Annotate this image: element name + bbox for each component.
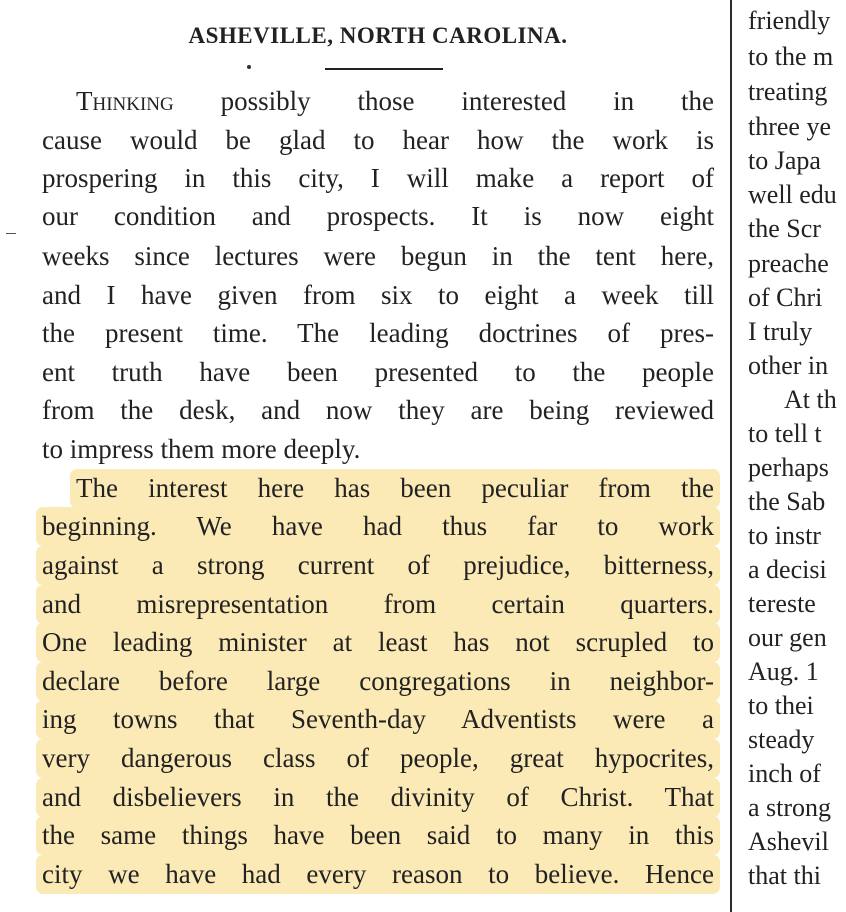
- article-line: to impress them more deeply.: [42, 434, 361, 464]
- article-title: ASHEVILLE, NORTH CAROLINA.: [188, 23, 568, 48]
- next-column-line: tereste: [748, 589, 816, 618]
- highlighted-line: The interest here has been peculiar from the: [70, 469, 720, 508]
- next-column-line: well edu: [748, 180, 837, 209]
- highlighted-line: against a strong current of prejudice, bitterness,: [36, 546, 720, 585]
- article-line: ent truth have been presented to the people: [42, 357, 714, 387]
- column-divider: [730, 0, 732, 912]
- next-column-line: steady: [748, 725, 815, 754]
- next-column-line: a strong: [748, 793, 832, 822]
- drop-word: Thinking: [76, 86, 174, 116]
- next-column-line: to tell t: [748, 419, 822, 448]
- margin-mark: [6, 233, 16, 234]
- title-dot: [247, 65, 251, 69]
- highlighted-line: beginning. We have had thus far to work: [36, 507, 720, 546]
- next-column-line: inch of: [748, 759, 821, 788]
- article-line: prospering in this city, I will make a report of: [42, 163, 714, 193]
- article-line: from the desk, and now they are being reviewed: [42, 395, 714, 425]
- next-column-line: treating: [748, 77, 828, 106]
- next-column-line: friendly: [748, 6, 831, 35]
- highlighted-line: and misrepresentation from certain quarters.: [36, 585, 720, 624]
- highlighted-line: One leading minister at least has not scrupled to: [36, 623, 720, 662]
- next-column-line: three ye: [748, 112, 832, 141]
- next-column-line: Aug. 1: [748, 657, 819, 686]
- next-column-line: Ashevil: [748, 827, 829, 856]
- highlighted-line: city we have had every reason to believe. Hence: [36, 855, 720, 894]
- next-column-line: to Japa: [748, 146, 821, 175]
- highlighted-line: the same things have been said to many in this: [36, 816, 720, 855]
- article-line: the present time. The leading doctrines of pres-: [42, 318, 714, 348]
- next-column-line: At th: [784, 385, 837, 414]
- highlighted-line: and disbelievers in the divinity of Christ. That: [36, 778, 720, 817]
- next-column-line: I truly: [748, 317, 813, 346]
- next-column-line: preache: [748, 249, 829, 278]
- next-column-line: the Sab: [748, 487, 826, 516]
- highlighted-line: very dangerous class of people, great hypocrites,: [36, 739, 720, 778]
- next-column-line: of Chri: [748, 283, 823, 312]
- highlighted-line: ing towns that Seventh-day Adventists were a: [36, 700, 720, 739]
- article-line: weeks since lectures were begun in the tent here,: [42, 241, 714, 271]
- next-column-line: to the m: [748, 42, 834, 71]
- highlighted-line: declare before large congregations in neighbor-: [36, 662, 720, 701]
- title-rule: [325, 68, 443, 70]
- next-column-line: to instr: [748, 521, 821, 550]
- article-line: Thinking possibly those interested in the: [76, 86, 714, 116]
- next-column-line: our gen: [748, 623, 827, 652]
- next-column-line: perhaps: [748, 453, 829, 482]
- article-line: cause would be glad to hear how the work is: [42, 125, 714, 155]
- next-column-line: to thei: [748, 691, 814, 720]
- next-column-line: a decisi: [748, 555, 827, 584]
- next-column-line: other in: [748, 351, 829, 380]
- article-line: our condition and prospects. It is now eight: [42, 201, 714, 231]
- next-column-line: the Scr: [748, 214, 821, 243]
- next-column-line: that thi: [748, 861, 821, 890]
- article-line: and I have given from six to eight a week till: [42, 280, 714, 310]
- next-column: [748, 0, 846, 912]
